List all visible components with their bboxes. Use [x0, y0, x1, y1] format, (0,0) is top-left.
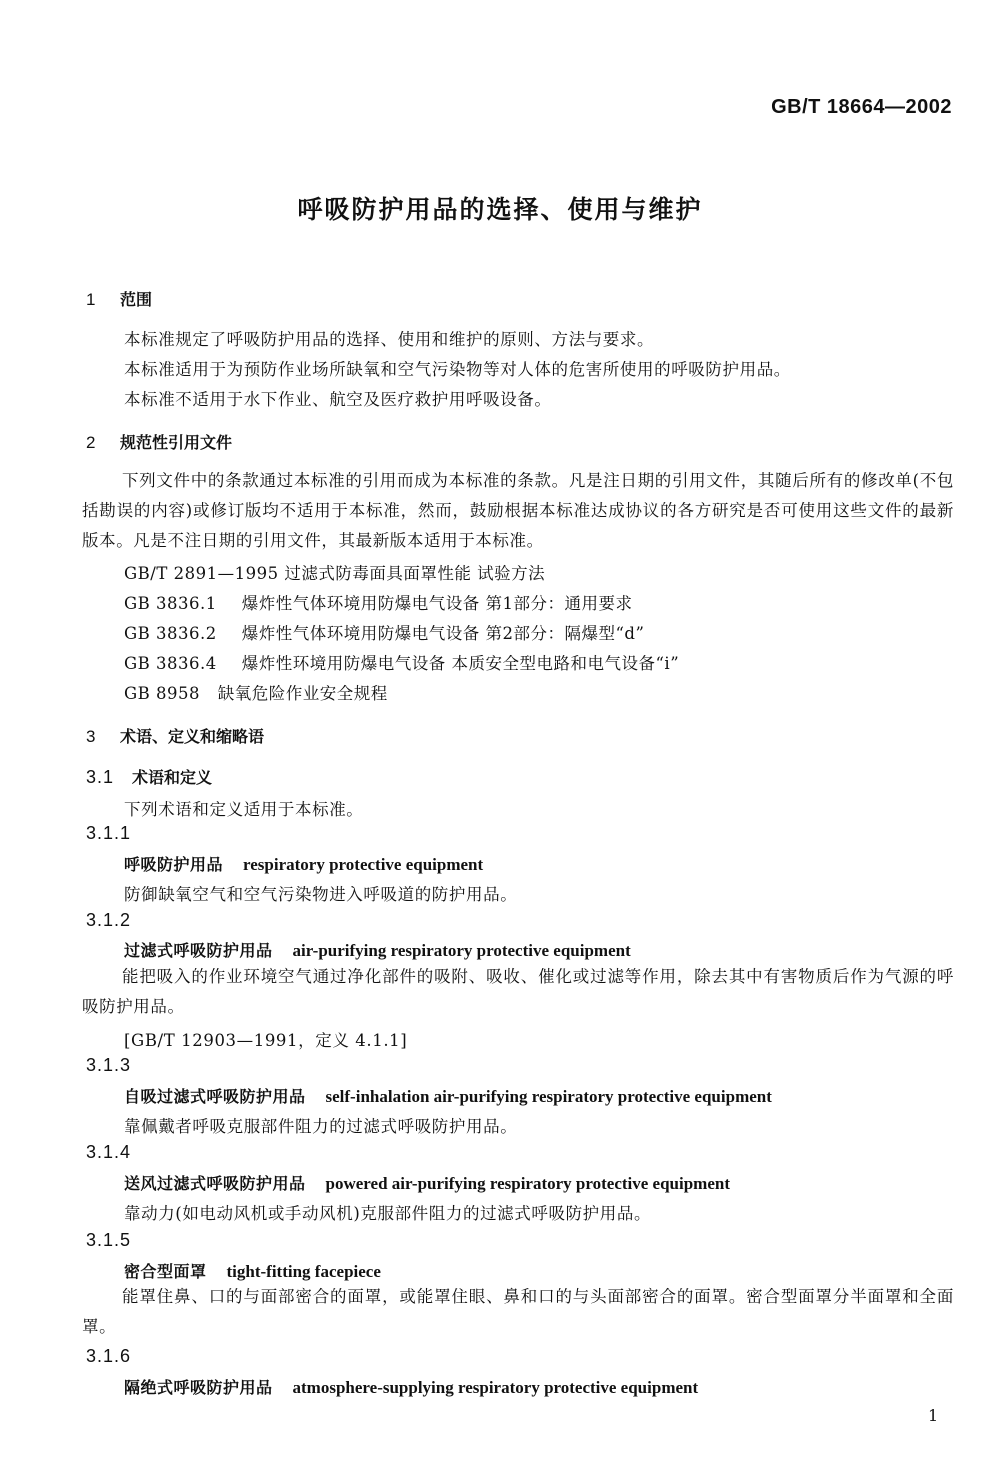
term-english: atmosphere-supplying respiratory protective equipment [292, 1378, 699, 1397]
term-number: 3.1.5 [86, 1230, 132, 1250]
section-2-heading [86, 430, 232, 453]
section-title: 范围 [120, 290, 153, 309]
term-number: 3.1.4 [86, 1142, 132, 1162]
section-3-heading [86, 724, 264, 747]
reference-title: 缺氧危险作业安全规程 [217, 684, 388, 703]
term-english: powered air-purifying respiratory protective equipment [325, 1174, 731, 1193]
paragraph: 下列术语和定义适用于本标准。 [124, 800, 364, 819]
term-definition: 防御缺氧空气和空气污染物进入呼吸道的防护用品。 [124, 885, 518, 904]
reference-code: GB/T 2891—1995 [124, 564, 279, 583]
reference-item [124, 650, 679, 674]
reference-code: GB 3836.4 [124, 654, 217, 673]
term-definition: 靠动力(如电动风机或手动风机)克服部件阻力的过滤式呼吸防护用品。 [124, 1204, 652, 1223]
reference-title: 爆炸性气体环境用防爆电气设备 第1部分：通用要求 [241, 594, 633, 613]
section-1-heading [86, 287, 152, 310]
term-number: 3.1.1 [86, 823, 132, 843]
subsection-title: 术语和定义 [132, 768, 213, 787]
section-title: 术语、定义和缩略语 [120, 727, 265, 746]
reference-item [124, 590, 633, 614]
term-chinese: 呼吸防护用品 [124, 855, 224, 874]
term-chinese: 隔绝式呼吸防护用品 [124, 1378, 273, 1397]
term-chinese: 密合型面罩 [124, 1262, 207, 1281]
reference-title: 爆炸性环境用防爆电气设备 本质安全型电路和电气设备“i” [241, 654, 680, 673]
term-entry [124, 938, 631, 961]
paragraph: 本标准不适用于水下作业、航空及医疗救护用呼吸设备。 [124, 390, 552, 409]
reference-code: GB 3836.2 [124, 624, 217, 643]
reference-code: GB 8958 [124, 684, 201, 703]
section-number: 3 [86, 727, 96, 746]
term-english: tight-fitting facepiece [226, 1262, 381, 1281]
term-entry [124, 852, 483, 875]
term-entry [124, 1375, 698, 1398]
reference-item [124, 620, 644, 644]
subsection-3-1-heading [86, 765, 212, 788]
term-number: 3.1.6 [86, 1346, 132, 1366]
reference-title: 爆炸性气体环境用防爆电气设备 第2部分：隔爆型“d” [241, 624, 645, 643]
term-entry [124, 1259, 381, 1282]
paragraph: 本标准适用于为预防作业场所缺氧和空气污染物等对人体的危害所使用的呼吸防护用品。 [124, 360, 791, 379]
paragraph: 本标准规定了呼吸防护用品的选择、使用和维护的原则、方法与要求。 [124, 330, 655, 349]
document-title: 呼吸防护用品的选择、使用与维护 [297, 195, 703, 224]
term-definition: 靠佩戴者呼吸克服部件阻力的过滤式呼吸防护用品。 [124, 1117, 518, 1136]
term-chinese: 过滤式呼吸防护用品 [124, 941, 273, 960]
term-english: self-inhalation air-purifying respiratory protective equipment [325, 1087, 772, 1106]
paragraph-normative-intro: 下列文件中的条款通过本标准的引用而成为本标准的条款。凡是注日期的引用文件，其随后所有的修改单(不包括勘误的内容)或修订版均不适用于本标准，然而，鼓励根据本标准达成协议的各方研究是否可使用这些文件的最新版本。凡是不注日期的引用文件，其最新版本适用于本标准。 [82, 471, 954, 550]
section-title: 规范性引用文件 [120, 433, 233, 452]
term-english: air-purifying respiratory protective equipment [292, 941, 631, 960]
reference-item [124, 680, 388, 704]
page-number: 1 [928, 1406, 939, 1425]
term-entry [124, 1084, 772, 1107]
term-source: [GB/T 12903—1991，定义 4.1.1] [124, 1031, 408, 1050]
term-definition: 能罩住鼻、口的与面部密合的面罩，或能罩住眼、鼻和口的与头面部密合的面罩。密合型面罩分半面罩和全面罩。 [82, 1287, 954, 1336]
term-entry [124, 1171, 730, 1194]
section-number: 1 [86, 290, 96, 309]
section-number: 2 [86, 433, 96, 452]
term-number: 3.1.3 [86, 1055, 132, 1075]
subsection-number: 3.1 [86, 767, 115, 787]
reference-code: GB 3836.1 [124, 594, 217, 613]
reference-title: 过滤式防毒面具面罩性能 试验方法 [284, 564, 546, 583]
reference-item [124, 560, 545, 584]
term-chinese: 自吸过滤式呼吸防护用品 [124, 1087, 306, 1106]
term-english: respiratory protective equipment [243, 855, 484, 874]
term-chinese: 送风过滤式呼吸防护用品 [124, 1174, 306, 1193]
term-definition: 能把吸入的作业环境空气通过净化部件的吸附、吸收、催化或过滤等作用，除去其中有害物质后作为气源的呼吸防护用品。 [82, 967, 954, 1016]
standard-number: GB/T 18664—2002 [771, 96, 952, 118]
term-number: 3.1.2 [86, 910, 132, 930]
